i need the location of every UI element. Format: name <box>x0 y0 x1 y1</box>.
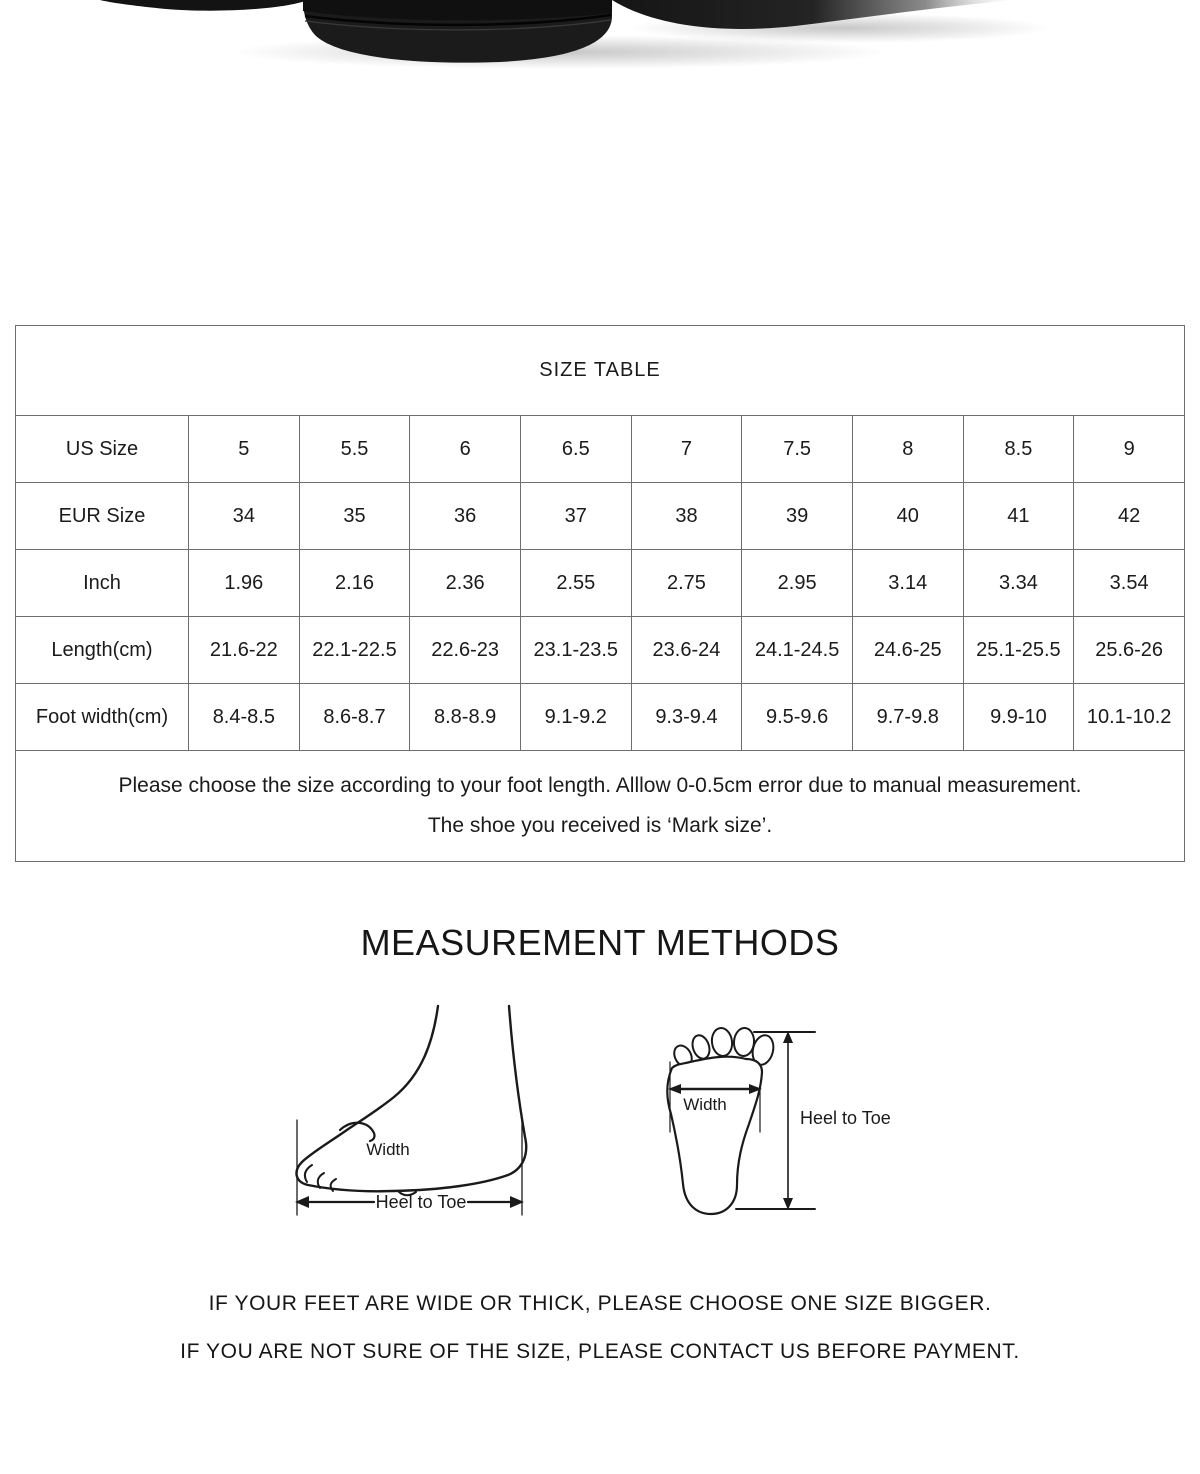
size-table-cell: 8.5 <box>963 416 1074 483</box>
size-table-cell: 6 <box>410 416 521 483</box>
size-table-cell: 35 <box>299 483 410 550</box>
product-photo-shoe-fragment <box>0 0 1200 72</box>
side-heel-to-toe-label: Heel to Toe <box>375 1192 467 1212</box>
size-table-cell: 9.9-10 <box>963 684 1074 751</box>
size-table-cell: 23.1-23.5 <box>520 617 631 684</box>
size-table-cell: 9.5-9.6 <box>742 684 853 751</box>
size-table-row <box>16 416 1185 483</box>
toe-crease <box>318 1173 324 1188</box>
size-table-cell: 7 <box>631 416 742 483</box>
size-table-cell: 9.3-9.4 <box>631 684 742 751</box>
size-table-cell: 24.6-25 <box>852 617 963 684</box>
size-table-cell: 23.6-24 <box>631 617 742 684</box>
size-table-cell: 8.4-8.5 <box>189 684 300 751</box>
side-width-label: Width <box>366 1140 410 1159</box>
size-table-cell: 39 <box>742 483 853 550</box>
size-table-cell: 22.6-23 <box>410 617 521 684</box>
size-note-line-2: The shoe you received is ‘Mark size’. <box>427 814 773 837</box>
size-table-cell: 1.96 <box>189 550 300 617</box>
size-table-row-label: Foot width(cm) <box>16 684 189 751</box>
size-table-title-row <box>16 326 1185 416</box>
size-table-row-label: Length(cm) <box>16 617 189 684</box>
size-table-cell: 37 <box>520 483 631 550</box>
measurement-methods-title: MEASUREMENT METHODS <box>360 922 840 963</box>
size-table-cell: 8.8-8.9 <box>410 684 521 751</box>
size-table-row <box>16 684 1185 751</box>
size-table-cell: 2.75 <box>631 550 742 617</box>
size-table-cell: 9.7-9.8 <box>852 684 963 751</box>
size-table-cell: 36 <box>410 483 521 550</box>
size-table-cell: 2.36 <box>410 550 521 617</box>
size-table-cell: 34 <box>189 483 300 550</box>
size-table-cell: 8 <box>852 416 963 483</box>
size-table-cell: 24.1-24.5 <box>742 617 853 684</box>
size-table-cell: 2.55 <box>520 550 631 617</box>
bottom-heel-to-toe-label: Heel to Toe <box>800 1108 891 1128</box>
size-table-row-label: Inch <box>16 550 189 617</box>
size-table-cell: 2.95 <box>742 550 853 617</box>
size-table-body <box>16 416 1185 751</box>
foot-bottom-view-diagram <box>650 1002 910 1222</box>
size-table-cell: 9.1-9.2 <box>520 684 631 751</box>
size-table-row-label: US Size <box>16 416 189 483</box>
footer-caption-contact-us: IF YOU ARE NOT SURE OF THE SIZE, PLEASE CONTACT US BEFORE PAYMENT. <box>180 1340 1020 1363</box>
size-table-cell: 7.5 <box>742 416 853 483</box>
size-table-section <box>15 325 1185 862</box>
size-note-line-1: Please choose the size according to your foot length. Alllow 0-0.5cm error due to manual measurement. <box>118 774 1082 797</box>
size-table-cell: 3.54 <box>1074 550 1185 617</box>
size-table-cell: 5 <box>189 416 300 483</box>
size-table-cell: 41 <box>963 483 1074 550</box>
size-table-cell: 8.6-8.7 <box>299 684 410 751</box>
size-table-cell: 21.6-22 <box>189 617 300 684</box>
size-table-cell: 9 <box>1074 416 1185 483</box>
size-table-cell: 2.16 <box>299 550 410 617</box>
toe-3 <box>710 1027 734 1058</box>
foot-outline <box>296 1006 526 1191</box>
size-table-cell: 25.1-25.5 <box>963 617 1074 684</box>
toe-crease <box>305 1165 312 1182</box>
size-table-cell: 22.1-22.5 <box>299 617 410 684</box>
size-table-cell: 38 <box>631 483 742 550</box>
size-table-row-label: EUR Size <box>16 483 189 550</box>
foot-side-view-diagram <box>278 1002 568 1217</box>
size-table-title: SIZE TABLE <box>16 326 1185 416</box>
size-table-cell: 5.5 <box>299 416 410 483</box>
size-table-cell: 42 <box>1074 483 1185 550</box>
size-table-row <box>16 483 1185 550</box>
size-table-cell: 3.14 <box>852 550 963 617</box>
sole-outline <box>667 1057 762 1214</box>
size-table-note-row <box>16 751 1185 862</box>
size-table <box>15 325 1185 862</box>
size-table-note <box>16 751 1185 862</box>
size-table-cell: 25.6-26 <box>1074 617 1185 684</box>
footer-caption-size-bigger: IF YOUR FEET ARE WIDE OR THICK, PLEASE CHOOSE ONE SIZE BIGGER. <box>208 1292 992 1315</box>
toe-4 <box>690 1033 713 1061</box>
size-table-row <box>16 617 1185 684</box>
bottom-width-label: Width <box>683 1095 727 1114</box>
size-table-cell: 40 <box>852 483 963 550</box>
shoe-toe-tip <box>100 0 308 11</box>
size-table-cell: 10.1-10.2 <box>1074 684 1185 751</box>
size-table-row <box>16 550 1185 617</box>
size-table-cell: 3.34 <box>963 550 1074 617</box>
size-table-cell: 6.5 <box>520 416 631 483</box>
